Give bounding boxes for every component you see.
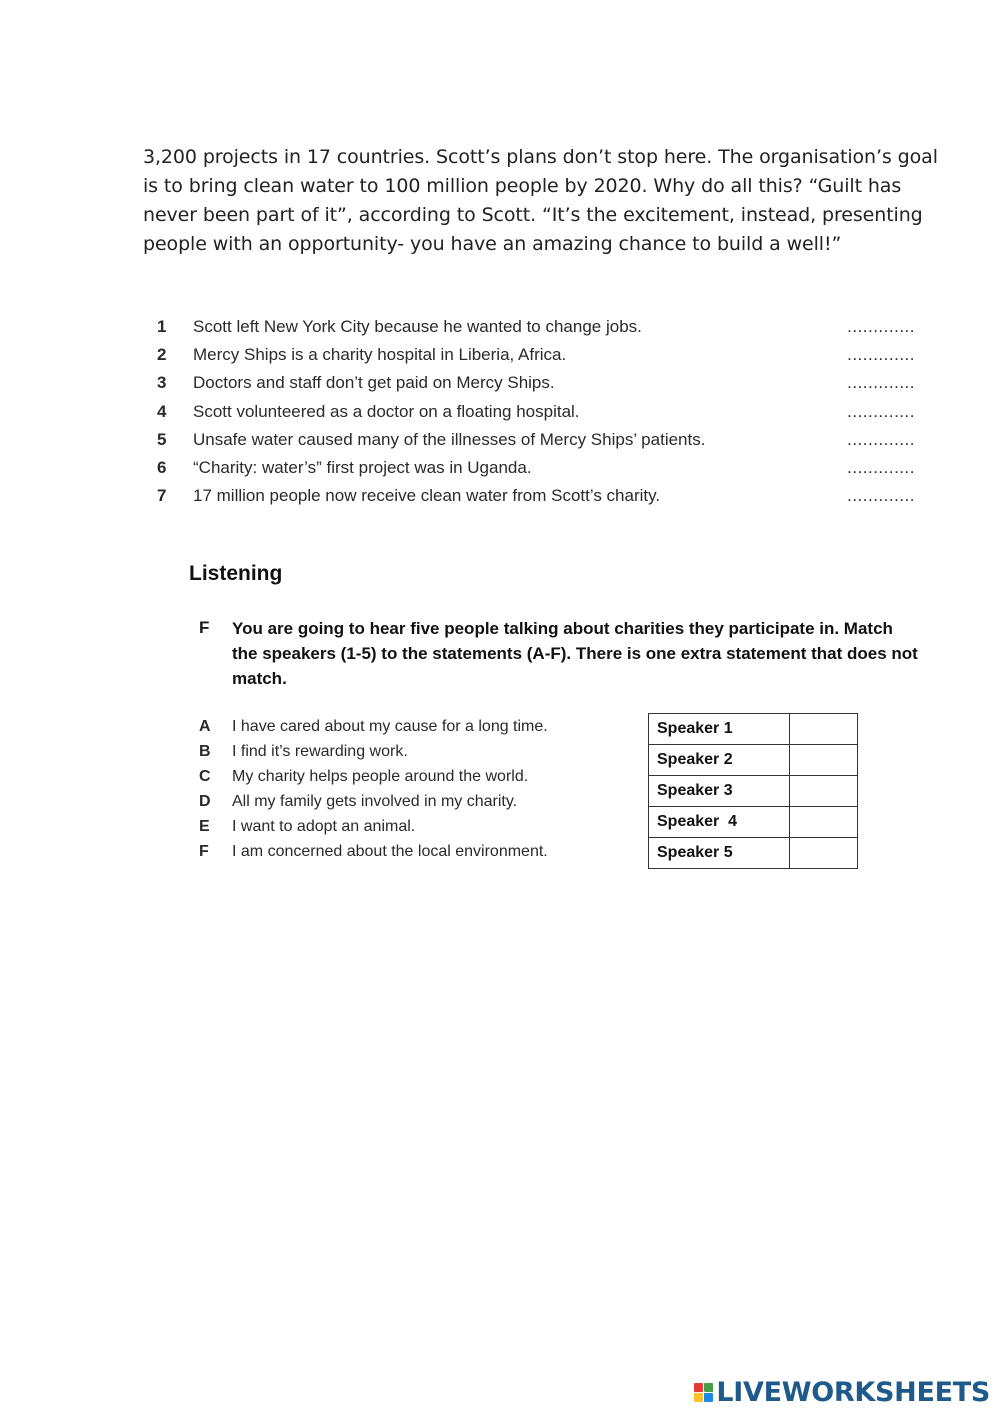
list-item — [155, 313, 915, 341]
logo-square-red — [694, 1383, 703, 1392]
item-number: 5 — [157, 429, 167, 449]
intro-paragraph: 3,200 projects in 17 countries. Scott’s plans don’t stop here. The organisation’s goal is to bring clean water to 100 million people by 2020. Why do all this? “Guilt has never been part of it”, according to Scott. “It’s the excitement, instead, presenting people with an opportunity- you have an amazing chance to build a well!” — [143, 146, 938, 255]
statement-letter: B — [199, 743, 211, 760]
answer-blank[interactable]: ............. — [847, 486, 915, 506]
task-letter: F — [199, 618, 210, 637]
speaker-answer-cell[interactable] — [790, 838, 858, 869]
item-number: 3 — [157, 373, 167, 393]
list-item — [155, 341, 915, 369]
item-number: 2 — [157, 345, 167, 365]
statement-text: I am concerned about the local environment. — [232, 843, 548, 860]
item-number: 1 — [157, 317, 167, 336]
answer-blank[interactable]: ............. — [847, 317, 915, 336]
item-statement: Scott volunteered as a doctor on a floating hospital. — [193, 401, 580, 421]
table-row — [649, 776, 858, 807]
speaker-label: Speaker 3 — [649, 776, 790, 807]
item-number: 7 — [157, 486, 167, 506]
speaker-answer-cell[interactable] — [790, 745, 858, 776]
statement-letter: D — [199, 793, 211, 810]
list-item — [155, 369, 915, 397]
logo-square-green — [704, 1383, 713, 1392]
table-row — [649, 714, 858, 745]
statement-letter: F — [199, 843, 209, 860]
item-statement: Scott left New York City because he wanted to change jobs. — [193, 317, 642, 336]
statement-text: My charity helps people around the world. — [232, 768, 529, 785]
statement-letter: A — [199, 718, 211, 735]
liveworksheets-logo[interactable] — [694, 1377, 990, 1408]
logo-square-yellow — [694, 1393, 703, 1402]
list-item — [155, 482, 915, 510]
statement-letter: C — [199, 768, 211, 785]
item-statement: Mercy Ships is a charity hospital in Liberia, Africa. — [193, 345, 567, 365]
answer-blank[interactable]: ............. — [847, 429, 915, 449]
table-row — [649, 807, 858, 838]
speaker-label: Speaker 1 — [649, 714, 790, 745]
liveworksheets-logo-icon — [694, 1383, 713, 1402]
item-statement: Unsafe water caused many of the illnesses of Mercy Ships’ patients. — [193, 429, 706, 449]
listening-heading: Listening — [189, 562, 283, 585]
list-item — [155, 426, 915, 454]
statement-text: All my family gets involved in my charity. — [232, 793, 518, 810]
true-false-list — [155, 313, 915, 510]
task-instruction: You are going to hear five people talking about charities they participate in. Match the speakers (1-5) to the statements (A-F). There is one extra statement that does not match. — [232, 619, 918, 688]
item-statement: Doctors and staff don’t get paid on Mercy Ships. — [193, 373, 555, 393]
item-statement: “Charity: water’s” first project was in Uganda. — [193, 457, 532, 477]
item-number: 4 — [157, 401, 167, 421]
item-number: 6 — [157, 457, 167, 477]
logo-square-blue — [704, 1393, 713, 1402]
item-statement: 17 million people now receive clean water from Scott’s charity. — [193, 486, 661, 506]
list-item — [155, 454, 915, 482]
speaker-label: Speaker 2 — [649, 745, 790, 776]
statement-text: I want to adopt an animal. — [232, 818, 416, 835]
statement-letter: E — [199, 818, 210, 835]
speaker-answer-cell[interactable] — [790, 714, 858, 745]
statement-text: I have cared about my cause for a long time. — [232, 718, 548, 735]
speaker-answer-table — [648, 713, 858, 869]
statement-text: I find it’s rewarding work. — [232, 743, 408, 760]
speaker-label: Speaker 4 — [649, 807, 790, 838]
answer-blank[interactable]: ............. — [847, 401, 915, 421]
logo-text: LIVEWORKSHEETS — [716, 1377, 990, 1408]
speaker-answer-cell[interactable] — [790, 776, 858, 807]
answer-blank[interactable]: ............. — [847, 345, 915, 365]
table-row — [649, 838, 858, 869]
speaker-answer-cell[interactable] — [790, 807, 858, 838]
speaker-label: Speaker 5 — [649, 838, 790, 869]
answer-blank[interactable]: ............. — [847, 457, 915, 477]
list-item — [155, 398, 915, 426]
table-row — [649, 745, 858, 776]
answer-blank[interactable]: ............. — [847, 373, 915, 393]
